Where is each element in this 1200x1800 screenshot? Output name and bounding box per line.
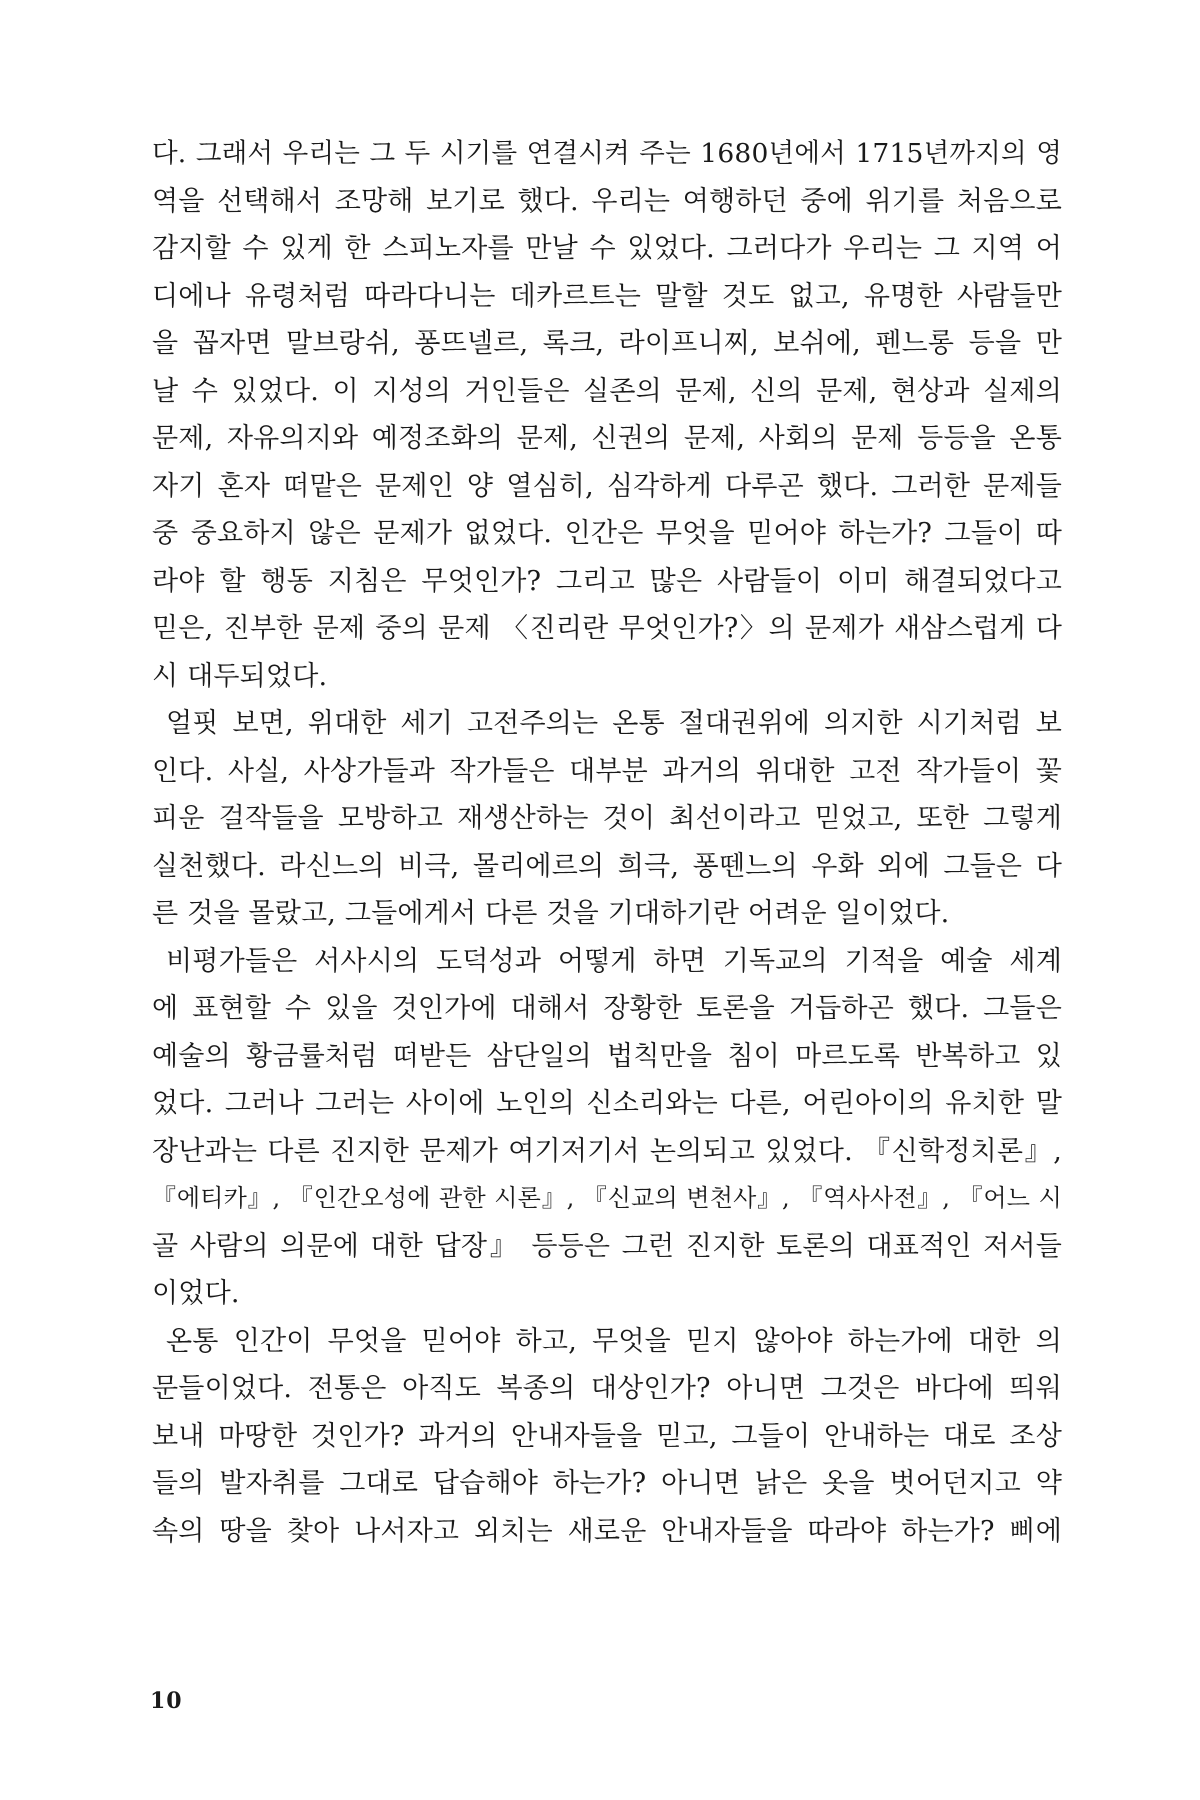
body-text xyxy=(152,130,1062,1555)
text-line: 실천했다. 라신느의 비극, 몰리에르의 희극, 퐁뗀느의 우화 외에 그들은 다 xyxy=(152,850,1062,882)
text-line: 자기 혼자 떠맡은 문제인 양 열심히, 심각하게 다루곤 했다. 그러한 문제들 xyxy=(152,470,1062,502)
text-line: 디에나 유령처럼 따라다니는 데카르트는 말할 것도 없고, 유명한 사람들만 xyxy=(152,280,1062,312)
paragraph-first-line: 비평가들은 서사시의 도덕성과 어떻게 하면 기독교의 기적을 예술 세계 xyxy=(166,945,1062,977)
text-line: 역을 선택해서 조망해 보기로 했다. 우리는 여행하던 중에 위기를 처음으로 xyxy=(152,185,1062,217)
text-line: 장난과는 다른 진지한 문제가 여기저기서 논의되고 있었다. 『신학정치론』, xyxy=(152,1135,1062,1167)
text-line: 을 꼽자면 말브랑쉬, 퐁뜨넬르, 록크, 라이프니찌, 보쉬에, 펜느롱 등을 만 xyxy=(152,328,1062,359)
text-line: 에 표현할 수 있을 것인가에 대해서 장황한 토론을 거듭하곤 했다. 그들은 xyxy=(152,993,1062,1024)
text-line: 속의 땅을 찾아 나서자고 외치는 새로운 안내자들을 따라야 하는가? 삐에 xyxy=(152,1515,1062,1547)
text-line: 문제, 자유의지와 예정조화의 문제, 신권의 문제, 사회의 문제 등등을 온통 xyxy=(152,423,1062,454)
paragraph-first-line: 얼핏 보면, 위대한 세기 고전주의는 온통 절대권위에 의지한 시기처럼 보 xyxy=(166,708,1062,739)
text-line: 중 중요하지 않은 문제가 없었다. 인간은 무엇을 믿어야 하는가? 그들이 따 xyxy=(152,518,1062,549)
text-line: 른 것을 몰랐고, 그들에게서 다른 것을 기대하기란 어려운 일이었다. xyxy=(152,898,950,929)
text-line: 시 대두되었다. xyxy=(152,660,328,692)
text-line: 라야 할 행동 지침은 무엇인가? 그리고 많은 사람들이 이미 해결되었다고 xyxy=(152,565,1062,597)
text-line: 피운 걸작들을 모방하고 재생산하는 것이 최선이라고 믿었고, 또한 그렇게 xyxy=(152,803,1062,834)
text-line: 『에티카』, 『인간오성에 관한 시론』, 『신교의 변천사』, 『역사사전』, 『어느 시 xyxy=(152,1184,1062,1212)
page-number: 10 xyxy=(150,1688,183,1714)
text-line: 날 수 있었다. 이 지성의 거인들은 실존의 문제, 신의 문제, 현상과 실제의 xyxy=(152,375,1062,407)
text-line: 골 사람의 의문에 대한 답장』 등등은 그런 진지한 토론의 대표적인 저서들 xyxy=(152,1230,1062,1262)
text-line: 었다. 그러나 그러는 사이에 노인의 신소리와는 다른, 어린아이의 유치한 말 xyxy=(152,1088,1062,1119)
text-line: 보내 마땅한 것인가? 과거의 안내자들을 믿고, 그들이 안내하는 대로 조상 xyxy=(152,1420,1062,1452)
text-line: 감지할 수 있게 한 스피노자를 만날 수 있었다. 그러다가 우리는 그 지역 어 xyxy=(152,233,1062,264)
text-line: 예술의 황금률처럼 떠받든 삼단일의 법칙만을 침이 마르도록 반복하고 있 xyxy=(152,1040,1062,1072)
text-line: 문들이었다. 전통은 아직도 복종의 대상인가? 아니면 그것은 바다에 띄워 xyxy=(152,1373,1062,1404)
text-line: 들의 발자취를 그대로 답습해야 하는가? 아니면 낡은 옷을 벗어던지고 약 xyxy=(152,1468,1062,1499)
text-line: 인다. 사실, 사상가들과 작가들은 대부분 과거의 위대한 고전 작가들이 꽃 xyxy=(152,755,1062,787)
text-line: 이었다. xyxy=(152,1278,240,1309)
text-line: 다. 그래서 우리는 그 두 시기를 연결시켜 주는 1680년에서 1715년까지의 영 xyxy=(152,138,1062,169)
paragraph-first-line: 온통 인간이 무엇을 믿어야 하고, 무엇을 믿지 않아야 하는가에 대한 의 xyxy=(166,1325,1062,1357)
text-line: 믿은, 진부한 문제 중의 문제 〈진리란 무엇인가?〉의 문제가 새삼스럽게 다 xyxy=(152,613,1062,644)
